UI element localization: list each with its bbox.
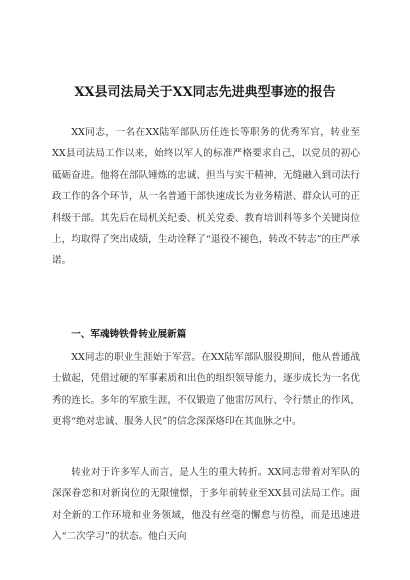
section-heading: 一、军魂铸铁骨转业展新篇 — [71, 329, 187, 340]
intro-paragraph: XX同志，一名在XX陆军部队历任连长等职务的优秀军官，转业至XX县司法局工作以来，始终以军人的标准严格要求自己，以党员的初心砥砺奋进。他将在部队锤炼的忠诚、担当与实干精神，无缝融入到司法行政工作的各个环节，从一名普通干部快速成长为业务精湛、群众认可的正科级干部。其先后在局机关纪委、机关党委、教育培训科等多个关键岗位上，均取得了突出成绩，生动诠释了“退役不褪色，转改不转志”的庄严承诺。 — [52, 127, 360, 267]
body-paragraph: XX同志的职业生涯始于军营。在XX陆军部队服役期间，他从普通战士做起，凭借过硬的军事素质和出色的组织领导能力，逐步成长为一名优秀的连长。多年的军旅生涯，不仅锻造了他雷厉风行、令行禁止的作风，更将“绝对忠诚、服务人民”的信念深深烙印在其血脉之中。 — [52, 352, 360, 428]
document-title: XX县司法局关于XX同志先进典型事迹的报告 — [74, 85, 336, 100]
body-paragraph: 转业对于许多军人而言，是人生的重大转折。XX同志带着对军队的深深眷恋和对新岗位的无限憧憬，于多年前转业至XX县司法局工作。面对全新的工作环境和业务领域，他没有丝毫的懈怠与彷徨，而是迅速进入“二次学习”的状态。他白天向 — [52, 467, 360, 543]
